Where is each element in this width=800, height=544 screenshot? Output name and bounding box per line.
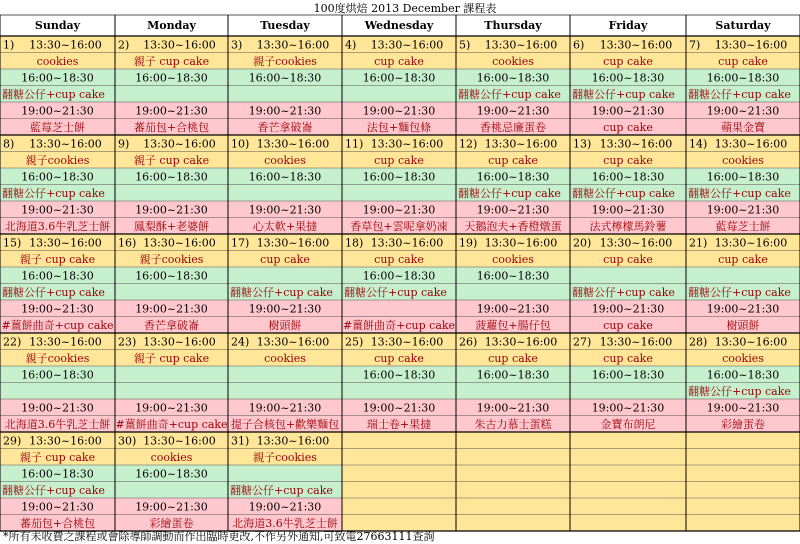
class-name: 北海道3.6牛乳芝士餅 bbox=[232, 517, 338, 530]
date-label: 6) bbox=[573, 38, 585, 52]
cell-bg bbox=[456, 482, 570, 499]
class-name: #薑餅曲奇+cup cake bbox=[115, 418, 228, 431]
class-name: cookies bbox=[492, 253, 534, 266]
class-name: 翻糖公仔+cup cake bbox=[572, 187, 675, 200]
time-slot: 16:00~18:30 bbox=[362, 170, 436, 184]
cell-bg bbox=[686, 465, 800, 482]
day-header-3: Wednesday bbox=[364, 19, 434, 32]
class-name: 北海道3.6牛乳芝士餅 bbox=[4, 418, 111, 431]
class-name: 翻糖公仔+cup cake bbox=[688, 286, 791, 299]
time-slot: 13:30~16:00 bbox=[714, 335, 788, 349]
date-label: 23) bbox=[118, 335, 137, 349]
class-name: cup cake bbox=[374, 55, 424, 68]
cell-bg bbox=[570, 482, 686, 499]
time-slot: 19:00~21:30 bbox=[591, 302, 665, 316]
date-label: 3) bbox=[231, 38, 243, 52]
time-slot: 13:30~16:00 bbox=[599, 236, 673, 250]
cell-bg bbox=[570, 465, 686, 482]
date-label: 9) bbox=[118, 137, 130, 151]
time-slot: 13:30~16:00 bbox=[370, 236, 444, 250]
time-slot: 16:00~18:30 bbox=[476, 368, 550, 382]
time-slot: 16:00~18:30 bbox=[706, 170, 780, 184]
cell-bg bbox=[115, 86, 228, 103]
class-name: cup cake bbox=[603, 319, 653, 332]
cell-bg bbox=[342, 300, 456, 317]
class-name: 親子 cup cake bbox=[19, 253, 96, 266]
time-slot: 19:00~21:30 bbox=[706, 302, 780, 316]
time-slot: 19:00~21:30 bbox=[591, 203, 665, 217]
day-header-0: Sunday bbox=[34, 19, 81, 32]
class-name: 菠蘿包+腸仔包 bbox=[475, 319, 551, 332]
class-name: 翻糖公仔+cup cake bbox=[344, 286, 447, 299]
time-slot: 19:00~21:30 bbox=[248, 401, 322, 415]
time-slot: 19:00~21:30 bbox=[706, 401, 780, 415]
time-slot: 16:00~18:30 bbox=[591, 368, 665, 382]
time-slot: 16:00~18:30 bbox=[21, 467, 94, 481]
time-slot: 16:00~18:30 bbox=[591, 170, 665, 184]
cell-bg bbox=[342, 86, 456, 103]
time-slot: 19:00~21:30 bbox=[248, 302, 322, 316]
cell-bg bbox=[456, 498, 570, 515]
class-name: 翻糖公仔+cup cake bbox=[688, 385, 791, 398]
class-name: 翻糖公仔+cup cake bbox=[230, 484, 333, 497]
time-slot: 16:00~18:30 bbox=[591, 71, 665, 85]
class-name: 親子cookies bbox=[253, 451, 317, 464]
class-name: cup cake bbox=[603, 352, 653, 365]
cell-bg bbox=[228, 185, 342, 202]
time-slot: 13:30~16:00 bbox=[256, 434, 330, 448]
date-label: 10) bbox=[231, 137, 250, 151]
date-label: 14) bbox=[689, 137, 708, 151]
time-slot: 13:30~16:00 bbox=[29, 434, 102, 448]
date-label: 18) bbox=[345, 236, 364, 250]
cell-bg bbox=[570, 515, 686, 532]
date-label: 7) bbox=[689, 38, 701, 52]
time-slot: 13:30~16:00 bbox=[714, 38, 788, 52]
time-slot: 19:00~21:30 bbox=[706, 104, 780, 118]
day-header-6: Saturday bbox=[715, 19, 771, 32]
cell-bg bbox=[686, 267, 800, 284]
time-slot: 16:00~18:30 bbox=[362, 71, 436, 85]
time-slot: 13:30~16:00 bbox=[143, 335, 216, 349]
date-label: 24) bbox=[231, 335, 250, 349]
time-slot: 13:30~16:00 bbox=[143, 38, 216, 52]
time-slot: 16:00~18:30 bbox=[362, 368, 436, 382]
time-slot: 19:00~21:30 bbox=[21, 401, 94, 415]
class-name: cookies bbox=[722, 154, 764, 167]
class-name: 彩繪蛋卷 bbox=[721, 418, 765, 431]
date-label: 8) bbox=[3, 137, 15, 151]
cell-bg bbox=[228, 383, 342, 400]
date-label: 16) bbox=[118, 236, 137, 250]
time-slot: 19:00~21:30 bbox=[362, 203, 436, 217]
day-header-1: Monday bbox=[147, 19, 196, 32]
class-name: cup cake bbox=[488, 352, 538, 365]
class-name: cup cake bbox=[718, 253, 768, 266]
cell-bg bbox=[570, 449, 686, 466]
cell-bg bbox=[342, 449, 456, 466]
class-name: 彩繪蛋卷 bbox=[149, 517, 194, 530]
cell-bg bbox=[115, 482, 228, 499]
time-slot: 13:30~16:00 bbox=[370, 335, 444, 349]
time-slot: 13:30~16:00 bbox=[256, 236, 330, 250]
class-name: cup cake bbox=[374, 154, 424, 167]
time-slot: 13:30~16:00 bbox=[143, 236, 216, 250]
cell-bg bbox=[342, 515, 456, 532]
cell-bg bbox=[456, 284, 570, 301]
time-slot: 13:30~16:00 bbox=[714, 236, 788, 250]
class-name: 北海道3.6牛乳芝士餅 bbox=[4, 220, 111, 233]
class-name: 提子合核包+歡樂麵包 bbox=[230, 418, 340, 431]
cell-bg bbox=[686, 482, 800, 499]
time-slot: 13:30~16:00 bbox=[29, 335, 102, 349]
time-slot: 19:00~21:30 bbox=[135, 302, 208, 316]
time-slot: 13:30~16:00 bbox=[256, 335, 330, 349]
class-name: 親子 cup cake bbox=[19, 451, 96, 464]
class-name: cup cake bbox=[603, 154, 653, 167]
class-name: 翻糖公仔+cup cake bbox=[572, 286, 675, 299]
day-header-4: Thursday bbox=[484, 19, 542, 32]
time-slot: 13:30~16:00 bbox=[599, 335, 673, 349]
date-label: 21) bbox=[689, 236, 708, 250]
date-label: 29) bbox=[3, 434, 22, 448]
cell-bg bbox=[456, 465, 570, 482]
time-slot: 13:30~16:00 bbox=[484, 137, 558, 151]
date-label: 25) bbox=[345, 335, 364, 349]
class-name: 翻糖公仔+cup cake bbox=[2, 88, 105, 101]
time-slot: 19:00~21:30 bbox=[591, 401, 665, 415]
time-slot: 13:30~16:00 bbox=[29, 236, 102, 250]
time-slot: 19:00~21:30 bbox=[476, 104, 550, 118]
class-name: 翻糖公仔+cup cake bbox=[230, 286, 333, 299]
cell-bg bbox=[456, 383, 570, 400]
date-label: 15) bbox=[3, 236, 22, 250]
time-slot: 16:00~18:30 bbox=[135, 170, 208, 184]
time-slot: 19:00~21:30 bbox=[135, 500, 208, 514]
class-name: 蕃茄包+合桃包 bbox=[19, 517, 96, 530]
cell-bg bbox=[228, 465, 342, 482]
cell-bg bbox=[115, 284, 228, 301]
date-label: 11) bbox=[345, 137, 364, 151]
time-slot: 16:00~18:30 bbox=[21, 368, 94, 382]
class-name: 法式檸檬馬鈴薯 bbox=[589, 220, 667, 233]
time-slot: 19:00~21:30 bbox=[21, 500, 94, 514]
time-slot: 13:30~16:00 bbox=[599, 38, 673, 52]
class-name: 親子 cup cake bbox=[133, 154, 210, 167]
cell-bg bbox=[228, 366, 342, 383]
class-name: 親子 cup cake bbox=[133, 352, 210, 365]
cell-bg bbox=[570, 498, 686, 515]
time-slot: 16:00~18:30 bbox=[706, 71, 780, 85]
cell-bg bbox=[228, 267, 342, 284]
cell-bg bbox=[686, 449, 800, 466]
time-slot: 13:30~16:00 bbox=[714, 137, 788, 151]
page-title: 100度烘焙 2013 December 課程表 bbox=[313, 2, 497, 15]
time-slot: 13:30~16:00 bbox=[29, 38, 102, 52]
class-name: cookies bbox=[264, 154, 306, 167]
cell-bg bbox=[342, 465, 456, 482]
time-slot: 13:30~16:00 bbox=[256, 137, 330, 151]
cell-bg bbox=[342, 482, 456, 499]
class-name: 親子cookies bbox=[139, 253, 204, 266]
cell-bg bbox=[342, 432, 456, 449]
class-name: cookies bbox=[36, 55, 79, 68]
date-label: 28) bbox=[689, 335, 708, 349]
class-name: cookies bbox=[492, 55, 534, 68]
time-slot: 19:00~21:30 bbox=[248, 203, 322, 217]
cell-bg bbox=[342, 498, 456, 515]
day-header-2: Tuesday bbox=[260, 19, 310, 32]
footer-note: *所有未收費之課程或會除導師調動而作出臨時更改,不作另外通知,可致電27663111查詢 bbox=[3, 530, 435, 543]
class-name: 翻糖公仔+cup cake bbox=[2, 187, 105, 200]
class-name: 翻糖公仔+cup cake bbox=[2, 484, 105, 497]
date-label: 1) bbox=[3, 38, 15, 52]
class-name: 翻糖公仔+cup cake bbox=[458, 187, 561, 200]
time-slot: 19:00~21:30 bbox=[135, 203, 208, 217]
time-slot: 16:00~18:30 bbox=[476, 170, 550, 184]
time-slot: 19:00~21:30 bbox=[476, 302, 550, 316]
class-name: 心太軟+果撻 bbox=[252, 220, 318, 233]
time-slot: 19:00~21:30 bbox=[362, 104, 436, 118]
class-name: 翻糖公仔+cup cake bbox=[572, 88, 675, 101]
class-name: 鳳梨酥+老婆餅 bbox=[133, 220, 210, 233]
date-label: 30) bbox=[118, 434, 137, 448]
class-name: 蕃茄包+合桃包 bbox=[133, 121, 210, 134]
cell-bg bbox=[686, 515, 800, 532]
time-slot: 16:00~18:30 bbox=[706, 368, 780, 382]
date-label: 22) bbox=[3, 335, 22, 349]
time-slot: 16:00~18:30 bbox=[248, 71, 322, 85]
time-slot: 16:00~18:30 bbox=[476, 269, 550, 283]
time-slot: 13:30~16:00 bbox=[143, 137, 216, 151]
cell-bg bbox=[228, 86, 342, 103]
time-slot: 19:00~21:30 bbox=[591, 104, 665, 118]
class-name: 瑞士卷+果撻 bbox=[366, 418, 432, 431]
cell-bg bbox=[570, 267, 686, 284]
time-slot: 19:00~21:30 bbox=[21, 302, 94, 316]
class-name: 親子cookies bbox=[25, 154, 90, 167]
time-slot: 16:00~18:30 bbox=[21, 71, 94, 85]
class-name: 朱古力慕士蛋糕 bbox=[474, 418, 552, 431]
class-name: cup cake bbox=[603, 121, 653, 134]
time-slot: 13:30~16:00 bbox=[484, 335, 558, 349]
time-slot: 16:00~18:30 bbox=[362, 269, 436, 283]
day-header-5: Friday bbox=[608, 19, 648, 32]
time-slot: 19:00~21:30 bbox=[135, 401, 208, 415]
class-name: cup cake bbox=[374, 352, 424, 365]
time-slot: 16:00~18:30 bbox=[21, 269, 94, 283]
class-name: 蘋果金寶 bbox=[721, 121, 765, 134]
cell-bg bbox=[0, 383, 115, 400]
date-label: 26) bbox=[459, 335, 478, 349]
date-label: 12) bbox=[459, 137, 478, 151]
time-slot: 13:30~16:00 bbox=[370, 137, 444, 151]
class-name: cookies bbox=[150, 451, 193, 464]
time-slot: 16:00~18:30 bbox=[476, 71, 550, 85]
class-name: 香桃忌廉蛋卷 bbox=[480, 121, 546, 134]
time-slot: 19:00~21:30 bbox=[476, 401, 550, 415]
date-label: 5) bbox=[459, 38, 471, 52]
class-name: 親子 cup cake bbox=[133, 55, 210, 68]
class-name: cup cake bbox=[488, 154, 538, 167]
class-name: 香草包+雲呢拿奶凍 bbox=[350, 220, 448, 233]
class-name: cup cake bbox=[374, 253, 424, 266]
class-name: 樹頭餅 bbox=[726, 319, 760, 332]
class-name: 金寶布朗尼 bbox=[600, 418, 656, 431]
time-slot: 16:00~18:30 bbox=[135, 71, 208, 85]
class-name: 親子cookies bbox=[25, 352, 90, 365]
class-name: 翻糖公仔+cup cake bbox=[458, 88, 561, 101]
class-name: 藍莓芝士餅 bbox=[715, 220, 771, 233]
class-name: 法包+麵包條 bbox=[366, 121, 432, 134]
date-label: 13) bbox=[573, 137, 592, 151]
time-slot: 19:00~21:30 bbox=[21, 203, 94, 217]
class-name: 翻糖公仔+cup cake bbox=[688, 88, 791, 101]
date-label: 31) bbox=[231, 434, 250, 448]
time-slot: 16:00~18:30 bbox=[248, 170, 322, 184]
time-slot: 13:30~16:00 bbox=[370, 38, 444, 52]
class-name: 親子cookies bbox=[253, 55, 317, 68]
class-name: #薑餅曲奇+cup cake bbox=[1, 319, 114, 332]
time-slot: 19:00~21:30 bbox=[476, 203, 550, 217]
class-name: 翻糖公仔+cup cake bbox=[688, 187, 791, 200]
cell-bg bbox=[342, 185, 456, 202]
time-slot: 13:30~16:00 bbox=[29, 137, 102, 151]
class-name: cup cake bbox=[718, 55, 768, 68]
time-slot: 13:30~16:00 bbox=[599, 137, 673, 151]
time-slot: 16:00~18:30 bbox=[135, 269, 208, 283]
time-slot: 19:00~21:30 bbox=[248, 500, 322, 514]
cell-bg bbox=[115, 383, 228, 400]
class-name: cup cake bbox=[260, 253, 310, 266]
date-label: 20) bbox=[573, 236, 592, 250]
class-name: cup cake bbox=[603, 55, 653, 68]
cell-bg bbox=[456, 449, 570, 466]
cell-bg bbox=[115, 366, 228, 383]
cell-bg bbox=[686, 498, 800, 515]
cell-bg bbox=[456, 515, 570, 532]
cell-bg bbox=[456, 432, 570, 449]
time-slot: 16:00~18:30 bbox=[135, 467, 208, 481]
cell-bg bbox=[570, 432, 686, 449]
cell-bg bbox=[570, 383, 686, 400]
cell-bg bbox=[115, 185, 228, 202]
time-slot: 13:30~16:00 bbox=[484, 38, 558, 52]
class-name: cup cake bbox=[603, 253, 653, 266]
cell-bg bbox=[686, 432, 800, 449]
cell-bg bbox=[342, 383, 456, 400]
time-slot: 19:00~21:30 bbox=[21, 104, 94, 118]
time-slot: 16:00~18:30 bbox=[21, 170, 94, 184]
class-name: #薑餅曲奇+cup cake bbox=[342, 319, 456, 332]
date-label: 4) bbox=[345, 38, 357, 52]
class-name: 藍莓芝士餅 bbox=[30, 121, 85, 134]
class-name: 香芒拿破崙 bbox=[144, 319, 199, 332]
class-name: cookies bbox=[722, 352, 764, 365]
class-name: 香芒拿破崙 bbox=[257, 121, 313, 134]
class-name: 天鵝泡夫+香橙燉蛋 bbox=[464, 220, 562, 233]
date-label: 27) bbox=[573, 335, 592, 349]
time-slot: 13:30~16:00 bbox=[143, 434, 216, 448]
time-slot: 19:00~21:30 bbox=[706, 203, 780, 217]
class-name: 樹頭餅 bbox=[268, 319, 302, 332]
time-slot: 19:00~21:30 bbox=[135, 104, 208, 118]
time-slot: 19:00~21:30 bbox=[362, 401, 436, 415]
time-slot: 13:30~16:00 bbox=[256, 38, 330, 52]
time-slot: 19:00~21:30 bbox=[248, 104, 322, 118]
time-slot: 13:30~16:00 bbox=[484, 236, 558, 250]
date-label: 17) bbox=[231, 236, 250, 250]
date-label: 2) bbox=[118, 38, 130, 52]
class-name: cookies bbox=[264, 352, 306, 365]
date-label: 19) bbox=[459, 236, 478, 250]
class-name: 翻糖公仔+cup cake bbox=[2, 286, 105, 299]
